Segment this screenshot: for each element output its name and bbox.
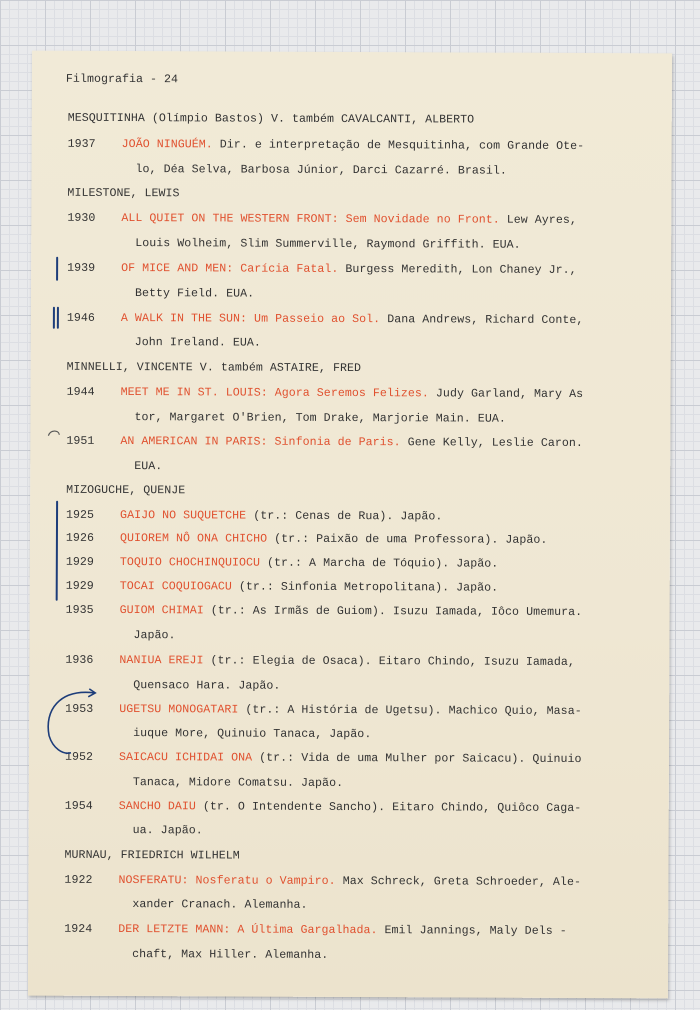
- film-entry: [67, 262, 577, 277]
- film-entry: [65, 654, 575, 669]
- film-year: 1953: [65, 702, 94, 716]
- film-title: A WALK IN THE SUN: Um Passeio ao Sol.: [120, 311, 381, 327]
- film-entry: [68, 138, 585, 153]
- film-title: ALL QUIET ON THE WESTERN FRONT: Sem Novidade no Front.: [121, 211, 500, 227]
- film-year: 1925: [66, 508, 95, 522]
- film-details-cont: EUA.: [134, 460, 163, 474]
- film-year: 1929: [65, 579, 94, 593]
- film-details-cont: Betty Field. EUA.: [134, 287, 255, 301]
- film-details-cont: John Ireland. EUA.: [134, 336, 261, 350]
- film-entry: [64, 923, 567, 938]
- director-heading: MINNELLI, VINCENTE V. também ASTAIRE, FRED: [66, 360, 362, 376]
- film-year: 1924: [64, 922, 93, 936]
- film-title: JOÃO NINGUÉM.: [121, 138, 213, 152]
- film-title: QUIOREM NÔ ONA CHICHO: [119, 531, 268, 546]
- film-details-cont: Quensaco Hara. Japão.: [133, 679, 281, 693]
- film-details: (tr.: As Irmãs de Guiom). Isuzu Iamada, Iôco Umemura.: [203, 604, 583, 620]
- film-entry: [66, 509, 442, 524]
- film-year: 1952: [64, 750, 94, 764]
- film-details: Burgess Meredith, Lon Chaney Jr.,: [338, 262, 577, 277]
- film-details: Judy Garland, Mary As: [428, 387, 584, 402]
- film-year: 1935: [65, 603, 94, 617]
- film-details-cont: Tanaca, Midore Comatsu. Japão.: [132, 776, 344, 790]
- film-title: GAIJO NO SUQUETCHE: [120, 508, 247, 523]
- pen-mark: [56, 257, 58, 281]
- film-entry: [64, 874, 581, 889]
- film-year: 1954: [64, 799, 93, 813]
- film-details: Dana Andrews, Richard Conte,: [380, 313, 584, 328]
- film-details: Lew Ayres,: [499, 213, 577, 227]
- film-details: (tr.: Sinfonia Metropolitana). Japão.: [231, 580, 499, 595]
- film-title: MEET ME IN ST. LOUIS: Agora Seremos Felizes.: [120, 385, 429, 401]
- film-year: 1936: [65, 653, 94, 667]
- film-title: NOSFERATU: Nosferatu o Vampiro.: [118, 873, 336, 888]
- film-details: (tr.: Elegia de Osaca). Eitaro Chindo, Isuzu Iamada,: [203, 654, 575, 669]
- film-details-cont: tor, Margaret O'Brien, Tom Drake, Marjorie Main. EUA.: [134, 411, 506, 426]
- film-details-cont: Japão.: [133, 629, 176, 643]
- director-heading: MURNAU, FRIEDRICH WILHELM: [64, 848, 240, 863]
- film-title: TOQUIO CHOCHINQUIOCU: [119, 555, 261, 570]
- film-details: (tr. O Intendente Sancho). Eitaro Chindo, Quiôco Caga-: [195, 800, 582, 816]
- film-year: 1929: [65, 555, 94, 569]
- director-heading: MESQUITINHA (Olímpio Bastos) V. também CAVALCANTI, ALBERTO: [67, 111, 475, 127]
- film-title: GUIOM CHIMAI: [119, 603, 204, 618]
- film-entry: [67, 386, 584, 401]
- film-details: Dir. e interpretação de Mesquitinha, com Grande Ote-: [212, 138, 585, 154]
- film-title: UGETSU MONOGATARI: [119, 702, 239, 717]
- pen-mark: [56, 501, 58, 601]
- film-year: 1926: [65, 531, 94, 545]
- film-details-cont: lo, Déa Selva, Barbosa Júnior, Darci Cazarré. Brasil.: [135, 163, 507, 178]
- pen-mark: [57, 307, 59, 329]
- film-entry: [66, 556, 499, 571]
- film-year: 1930: [67, 211, 96, 225]
- film-entry: [65, 703, 582, 718]
- film-details: (tr.: Cenas de Rua). Japão.: [246, 509, 443, 524]
- film-details: (tr.: A Marcha de Tóquio). Japão.: [259, 556, 499, 571]
- film-entry: [67, 212, 577, 227]
- film-details: (tr.: Paixão de uma Professora). Japão.: [267, 532, 548, 547]
- film-details-cont: iuque More, Quinuio Tanaca, Japão.: [133, 727, 372, 742]
- pen-mark: [53, 307, 55, 329]
- film-entry: [66, 604, 583, 619]
- film-entry: [65, 800, 582, 815]
- film-details: Gene Kelly, Leslie Caron.: [400, 436, 583, 451]
- film-title: TOCAI COQUIOGACU: [119, 579, 232, 594]
- film-details-cont: Louis Wolheim, Slim Summerville, Raymond Griffith. EUA.: [135, 237, 521, 252]
- film-year: 1946: [66, 311, 95, 325]
- film-details-cont: chaft, Max Hiller. Alemanha.: [132, 948, 329, 962]
- film-title: SAICACU ICHIDAI ONA: [118, 750, 253, 765]
- film-entry: [67, 312, 584, 327]
- pen-scribble-icon: [44, 426, 64, 446]
- film-details: Max Schreck, Greta Schroeder, Ale-: [335, 874, 581, 890]
- film-details: Emil Jannings, Maly Dels -: [377, 924, 567, 938]
- film-entry: [66, 532, 548, 547]
- film-details-cont: ua. Japão.: [132, 824, 203, 838]
- film-year: 1937: [67, 137, 96, 151]
- page-header: Filmografia - 24: [65, 72, 179, 87]
- director-heading: MIZOGUCHE, QUENJE: [66, 483, 186, 498]
- film-details: (tr.: A História de Ugetsu). Machico Quio, Masa-: [238, 703, 582, 719]
- film-title: NANIUA EREJI: [119, 653, 204, 668]
- film-entry: [66, 580, 498, 595]
- film-entry: [65, 751, 582, 766]
- document-page: [28, 51, 672, 999]
- film-year: 1939: [67, 261, 96, 275]
- film-entry: [66, 435, 583, 450]
- film-year: 1944: [66, 385, 95, 399]
- film-title: SANCHO DAIU: [118, 799, 196, 814]
- film-title: DER LETZTE MANN: A Última Gargalhada.: [118, 922, 378, 938]
- film-year: 1951: [66, 434, 95, 448]
- film-year: 1922: [64, 873, 93, 887]
- director-heading: MILESTONE, LEWIS: [67, 186, 180, 201]
- pen-arrow-icon: [39, 681, 99, 761]
- film-title: OF MICE AND MEN: Carícia Fatal.: [121, 261, 339, 276]
- film-details: (tr.: Vida de uma Mulher por Saicacu). Quinuio: [252, 751, 582, 767]
- film-details-cont: xander Cranach. Alemanha.: [132, 898, 308, 912]
- film-title: AN AMERICAN IN PARIS: Sinfonia de Paris.: [120, 434, 401, 450]
